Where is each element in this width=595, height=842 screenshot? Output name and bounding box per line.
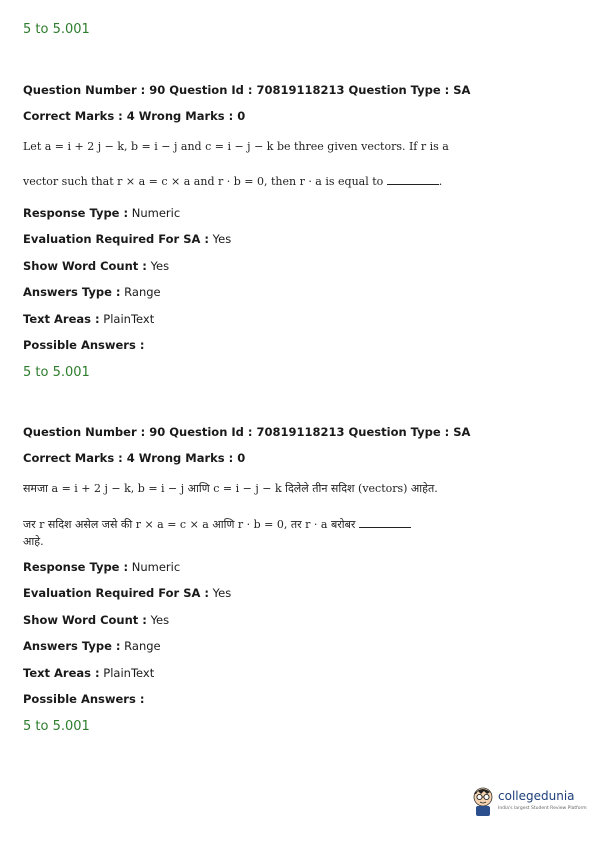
eval-row [23,586,231,600]
answer-blank [359,519,411,528]
word-count-row [23,613,169,627]
question-text-line2-content: vector such that r × a = c × a and r · b = 0, then r · a is equal to [23,175,384,188]
marks-line: Correct Marks : 4 Wrong Marks : 0 [23,451,246,465]
eval-label: Evaluation Required For SA : [23,232,210,246]
possible-answers-label: Possible Answers : [23,338,145,352]
answer-blank [387,176,439,185]
marks-line: Correct Marks : 4 Wrong Marks : 0 [23,109,246,123]
question-text-line2 [23,517,411,532]
question-block-1 [23,83,575,383]
question-text-line3: आहे. [23,535,44,548]
answer-1: 5 to 5.001 [23,365,90,380]
response-type-row [23,206,180,220]
word-count-value: Yes [150,613,170,627]
eval-row [23,232,231,246]
word-count-row [23,259,169,273]
answers-type-value: Range [124,639,161,653]
question-text-line2: vector such that r × a = c × a and r · b = 0, then r · a is equal to . [23,175,443,188]
text-areas-label: Text Areas : [23,666,100,680]
answers-type-label: Answers Type : [23,285,121,299]
text-areas-value: PlainText [103,312,155,326]
text-areas-label: Text Areas : [23,312,100,326]
mascot-icon [470,785,496,817]
eval-label: Evaluation Required For SA : [23,586,210,600]
answers-type-label: Answers Type : [23,639,121,653]
response-type-value: Numeric [131,560,181,574]
question-text-line2-content: जर r सदिश असेल जसे की r × a = c × a आणि r · b = 0, तर r · a बरोबर [23,518,356,531]
question-header: Question Number : 90 Question Id : 70819118213 Question Type : SA [23,425,471,439]
top-answer: 5 to 5.001 [23,22,90,37]
question-text-line1: समजा a = i + 2 j − k, b = i − j आणि c = i − j − k दिलेले तीन सदिश (vectors) आहेत. [23,482,438,495]
response-type-label: Response Type : [23,206,129,220]
response-type-value: Numeric [131,206,181,220]
response-type-label: Response Type : [23,560,129,574]
collegedunia-logo [470,785,587,821]
answers-type-row [23,639,161,653]
word-count-label: Show Word Count : [23,259,147,273]
answer-2: 5 to 5.001 [23,719,90,734]
logo-name: collegedunia [498,789,575,803]
answers-type-value: Range [124,285,161,299]
response-type-row [23,560,180,574]
eval-value: Yes [212,232,232,246]
word-count-value: Yes [150,259,170,273]
eval-value: Yes [212,586,232,600]
text-areas-row [23,666,154,680]
logo-tagline: India's largest Student Review Platform [498,806,587,811]
answers-type-row [23,285,161,299]
question-text-line1: Let a = i + 2 j − k, b = i − j and c = i − j − k be three given vectors. If r is a [23,140,449,153]
text-areas-value: PlainText [103,666,155,680]
question-block-2 [23,425,575,725]
word-count-label: Show Word Count : [23,613,147,627]
possible-answers-label: Possible Answers : [23,692,145,706]
text-areas-row [23,312,154,326]
question-header: Question Number : 90 Question Id : 70819118213 Question Type : SA [23,83,471,97]
